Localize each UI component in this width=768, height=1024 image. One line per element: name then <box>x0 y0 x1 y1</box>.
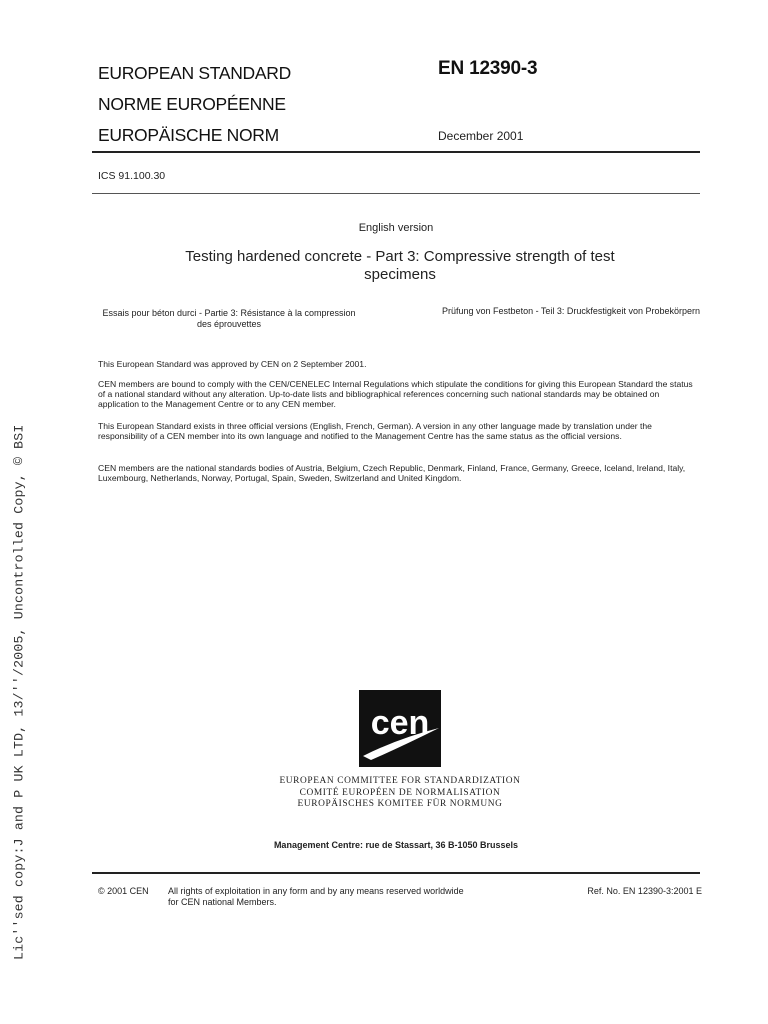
organization-german: EUROPÄISCHES KOMITEE FÜR NORMUNG <box>297 799 503 809</box>
approval-paragraph: This European Standard was approved by CEN on 2 September 2001. <box>98 359 367 369</box>
ics-divider <box>92 193 700 194</box>
publication-date: December 2001 <box>438 129 524 143</box>
header-divider <box>92 151 700 153</box>
footer-divider <box>92 872 700 874</box>
title-french-translation: Essais pour béton durci - Partie 3: Résistance à la compression des éprouvettes <box>102 308 356 329</box>
version-label: English version <box>358 222 434 234</box>
license-stamp: Lic''sed copy:J and P UK LTD, 13/''/2005, Uncontrolled Copy, © BSI <box>11 424 27 960</box>
organization-french: COMITÉ EUROPÉEN DE NORMALISATION <box>299 787 501 798</box>
title-german: EUROPÄISCHE NORM <box>98 125 279 145</box>
ics-code: ICS 91.100.30 <box>98 170 166 182</box>
cen-logo-text: cen <box>370 704 430 742</box>
organization-names <box>230 776 570 811</box>
reference-number: Ref. No. EN 12390-3:2001 E <box>587 886 702 896</box>
document-number: EN 12390-3 <box>438 58 538 79</box>
license-stamp-margin <box>6 400 32 960</box>
standard-title-block <box>98 58 291 151</box>
title-english: EUROPEAN STANDARD <box>98 63 291 83</box>
organization-english: EUROPEAN COMMITTEE FOR STANDARDIZATION <box>279 776 521 786</box>
members-paragraph: CEN members are the national standards bodies of Austria, Belgium, Czech Republic, Denmark, Finland, France, Germany, Greece, Iceland, Ireland, Italy, Luxembourg, Netherlands, Norway, Portugal, Spain, Sweden, Switzerland and United Kingdom. <box>98 463 686 484</box>
cen-logo-icon <box>359 690 441 767</box>
compliance-paragraph: CEN members are bound to comply with the CEN/CENELEC Internal Regulations which stipulate the conditions for giving this European Standard the status of a national standard without any alteration. Up-to-date lists and bibliographical references concerning such national standards may be obtained on application to the Management Centre or to any CEN member. <box>98 379 693 410</box>
versions-paragraph: This European Standard exists in three official versions (English, French, German). A version in any other language made by translation under the responsibility of a CEN member into its own language and notified to the Management Centre has the same status as the official versions. <box>98 421 652 442</box>
document-title: Testing hardened concrete - Part 3: Compressive strength of test specimens <box>185 248 615 283</box>
title-german-translation: Prüfung von Festbeton - Teil 3: Druckfestigkeit von Probekörpern <box>442 306 700 316</box>
management-centre-address: Management Centre: rue de Stassart, 36 B-1050 Brussels <box>273 840 519 850</box>
copyright-notice: © 2001 CEN <box>98 886 149 896</box>
title-french: NORME EUROPÉENNE <box>98 94 286 114</box>
rights-statement: All rights of exploitation in any form and by any means reserved worldwide for CEN national Members. <box>168 886 464 907</box>
